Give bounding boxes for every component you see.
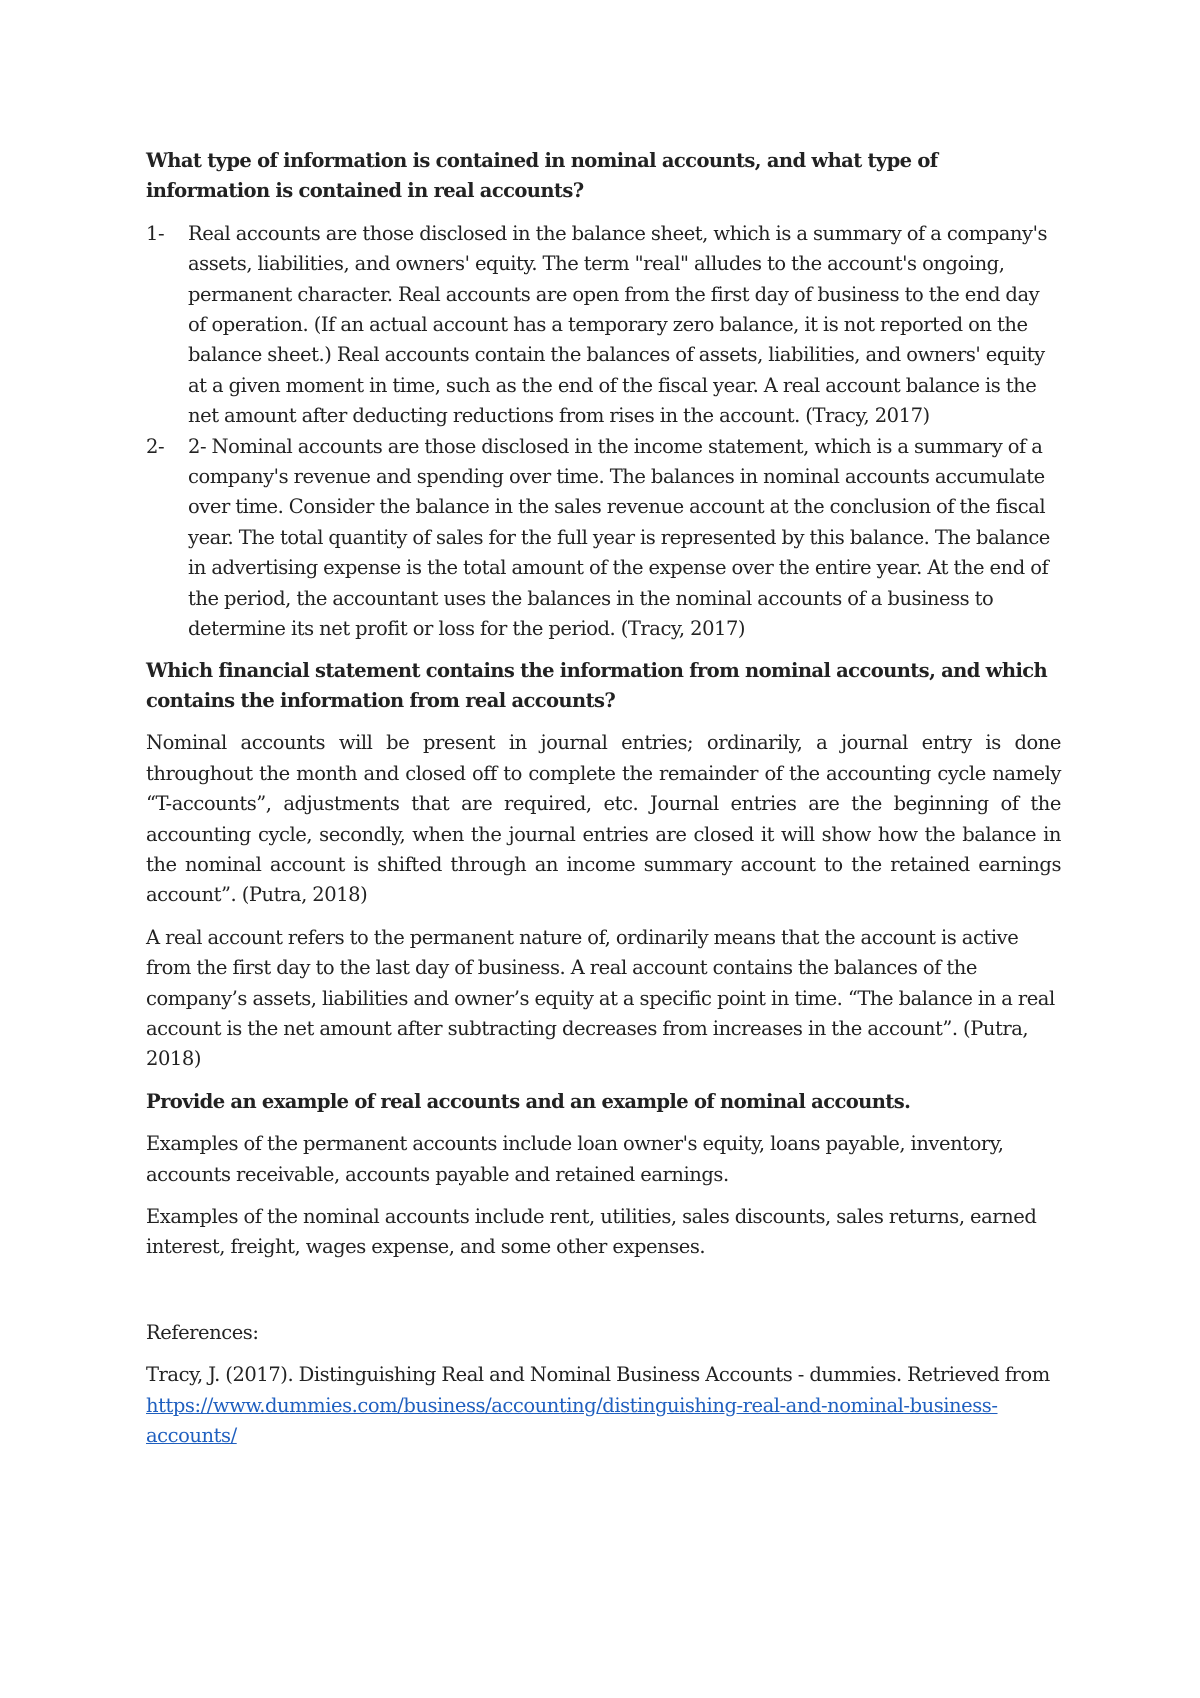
list-item [146, 432, 1061, 645]
question-2-heading: Which financial statement contains the information from nominal accounts, and which contains the information from real accounts? [146, 658, 1048, 712]
list-number: 1- [146, 221, 165, 245]
reference-link[interactable]: https://www.dummies.com/business/accounting/distinguishing-real-and-nominal-business-accounts/ [146, 1393, 998, 1448]
list-item-text: 2- Nominal accounts are those disclosed in the income statement, which is a summary of a company's revenue and spending over time. The balances in nominal accounts accumulate over time. Consider the balance in the sales revenue account at the conclusion of the fiscal year. The total quantity of sales for the full year is represented by this balance. The balance in advertising expense is the total amount of the expense over the entire year. At the end of the period, the accountant uses the balances in the nominal accounts of a business to determine its net profit or loss for the period. (Tracy, 2017) [188, 434, 1050, 641]
answer-1-list [146, 219, 1061, 645]
references-label: References: [146, 1320, 259, 1344]
answer-2-paragraph-2: A real account refers to the permanent nature of, ordinarily means that the account is active from the first day to the last day of business. A real account contains the balances of the company’s assets, liabilities and owner’s equity at a specific point in time. “The balance in a real account is the net amount after subtracting decreases from increases in the account”. (Putra, 2018) [146, 925, 1055, 1071]
answer-2-paragraph-1: Nominal accounts will be present in journal entries; ordinarily, a journal entry is done throughout the month and closed off to complete the remainder of the accounting cycle namely “T-accounts”, adjustments that are required, etc. Journal entries are the beginning of the accounting cycle, secondly, when the journal entries are closed it will show how the balance in the nominal account is shifted through an income summary account to the retained earnings account”. (Putra, 2018) [146, 731, 1061, 907]
question-1-heading: What type of information is contained in nominal accounts, and what type of information is contained in real accounts? [146, 149, 938, 203]
question-3-heading: Provide an example of real accounts and an example of nominal accounts. [146, 1089, 911, 1113]
document-page [146, 146, 1061, 1463]
reference-entry [146, 1360, 1061, 1451]
answer-3-paragraph-1: Examples of the permanent accounts include loan owner's equity, loans payable, inventory, accounts receivable, accounts payable and retained earnings. [146, 1132, 1004, 1186]
reference-text: Tracy, J. (2017). Distinguishing Real and Nominal Business Accounts - dummies. Retrieved from [146, 1363, 1050, 1387]
spacer [146, 1275, 1061, 1318]
list-number: 2- [146, 434, 165, 458]
list-item [146, 219, 1061, 432]
answer-3-paragraph-2: Examples of the nominal accounts include rent, utilities, sales discounts, sales returns, earned interest, freight, wages expense, and some other expenses. [146, 1205, 1037, 1259]
list-item-text: Real accounts are those disclosed in the balance sheet, which is a summary of a company's assets, liabilities, and owners' equity. The term "real" alludes to the account's ongoing, permanent character. Real accounts are open from the first day of business to the end day of operation. (If an actual account has a temporary zero balance, it is not reported on the balance sheet.) Real accounts contain the balances of assets, liabilities, and owners' equity at a given moment in time, such as the end of the fiscal year. A real account balance is the net amount after deducting reductions from rises in the account. (Tracy, 2017) [188, 221, 1048, 428]
